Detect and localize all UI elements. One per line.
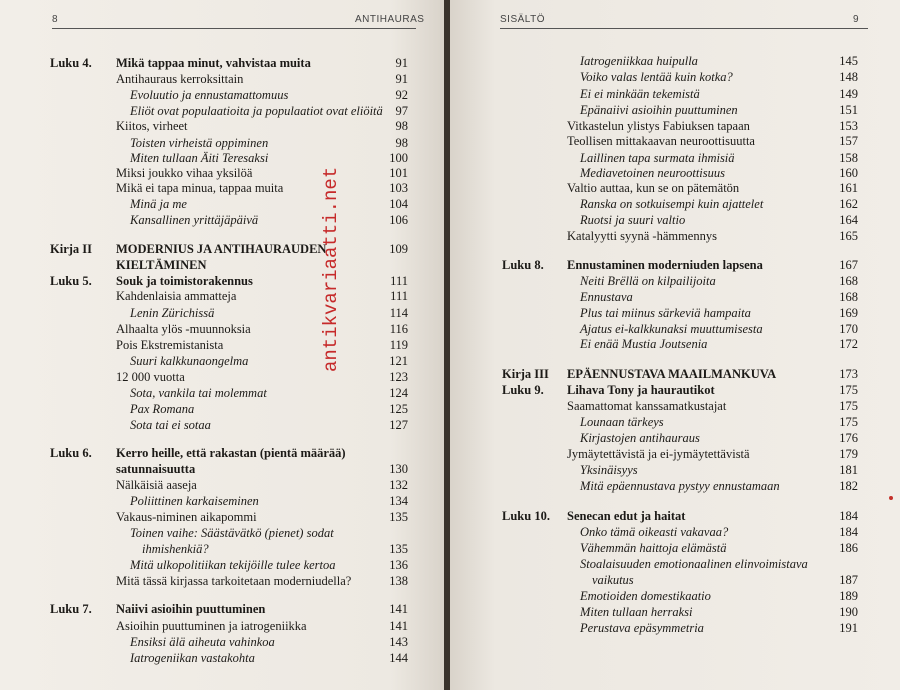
page-ref: 173 [839, 367, 858, 381]
toc-subsection: Iatrogeniikkaa huipulla [580, 54, 698, 68]
page-ref: 141 [389, 602, 408, 616]
page-ref: 121 [389, 354, 408, 368]
toc-subsection: Ranska on sotkuisempi kuin ajattelet [580, 197, 764, 211]
page-ref: 184 [839, 525, 858, 539]
toc-subsection: Epänaiivi asioihin puuttuminen [580, 103, 738, 117]
page-ref: 153 [839, 119, 858, 133]
chapter-title: MODERNIUS JA ANTIHAURAUDEN [116, 242, 327, 256]
page-ref: 176 [839, 431, 858, 445]
page-ref: 138 [389, 574, 408, 588]
page-ref: 132 [389, 478, 408, 492]
toc-subsection: Mitä ulkopolitiikan tekijöille tulee kertoa [130, 558, 336, 572]
toc-subsection: Onko tämä oikeasti vakavaa? [580, 525, 729, 539]
page-ref: 116 [389, 322, 408, 336]
toc-subsection: Kansallinen yrittäjäpäivä [130, 213, 259, 227]
toc-subsection: Suuri kalkkunaongelma [130, 354, 249, 368]
page-ref: 123 [389, 370, 408, 384]
page-ref: 144 [389, 651, 408, 665]
page-ref: 135 [389, 542, 408, 556]
toc-subsection: Miten tullaan Äiti Teresaksi [130, 151, 269, 165]
page-ref: 101 [389, 166, 408, 180]
toc-section: Antihauraus kerroksittain [116, 72, 244, 86]
toc-subsection: Ruotsi ja suuri valtio [580, 213, 686, 227]
toc-subsection: Emotioiden domestikaatio [580, 589, 711, 603]
page-ref: 127 [389, 418, 408, 432]
page-ref: 100 [389, 151, 408, 165]
page-ref: 165 [839, 229, 858, 243]
toc-section: Teollisen mittakaavan neuroottisuutta [567, 134, 755, 148]
toc-section: 12 000 vuotta [116, 370, 185, 384]
page-ref: 109 [389, 242, 408, 256]
toc-subsection: Miten tullaan herraksi [580, 605, 693, 619]
chapter-title: Senecan edut ja haitat [567, 509, 686, 523]
page-ref: 158 [839, 151, 858, 165]
page-ref: 149 [839, 87, 858, 101]
page-ref: 162 [839, 197, 858, 211]
page-ref: 145 [839, 54, 858, 68]
toc-section: Mikä ei tapa minua, tappaa muita [116, 181, 284, 195]
chapter-title: Ennustaminen moderniuden lapsena [567, 258, 763, 272]
page-ref: 134 [389, 494, 408, 508]
chapter-label: Luku 4. [50, 56, 92, 70]
page-ref: 143 [389, 635, 408, 649]
toc-section: Kahdenlaisia ammatteja [116, 289, 237, 303]
page-ref: 98 [395, 136, 408, 150]
toc-subsection: Pax Romana [130, 402, 195, 416]
page-ref: 182 [839, 479, 858, 493]
page-ref: 167 [839, 258, 858, 272]
page-ref: 125 [389, 402, 408, 416]
toc-subsection: Ensiksi älä aiheuta vahinkoa [130, 635, 275, 649]
chapter-title: Souk ja toimistorakennus [116, 274, 253, 288]
toc-section: Saamattomat kanssamatkustajat [567, 399, 727, 413]
right-header-rule [500, 28, 868, 29]
page-ref: 119 [389, 338, 408, 352]
chapter-label: Luku 8. [502, 258, 544, 272]
right-page-number: 9 [853, 14, 860, 25]
toc-subsection: Yksinäisyys [580, 463, 638, 477]
toc-section: Asioihin puuttuminen ja iatrogeniikka [116, 619, 307, 633]
page-ref: 164 [839, 213, 858, 227]
page-ref: 189 [839, 589, 858, 603]
page-ref: 190 [839, 605, 858, 619]
chapter-label: Luku 9. [502, 383, 544, 397]
toc-section: Katalyytti syynä -hämmennys [567, 229, 717, 243]
toc-subsection: Stoalaisuuden emotionaalinen elinvoimistava [580, 557, 808, 571]
toc-subsection: Eliöt ovat populaatioita ja populaatiot ovat eliöitä [130, 104, 383, 118]
toc-subsection: Sota tai ei sotaa [130, 418, 211, 432]
toc-subsection: Vähemmän haittoja elämästä [580, 541, 727, 555]
toc-section: KIELTÄMINEN [116, 258, 207, 272]
page-ref: 141 [389, 619, 408, 633]
chapter-title: Kerro heille, että rakastan (pientä määrää) [116, 446, 346, 460]
page-ref: 106 [389, 213, 408, 227]
toc-section: Jymäytettävistä ja ei-jymäytettävistä [567, 447, 750, 461]
red-mark [889, 496, 893, 500]
page-ref: 111 [390, 274, 408, 288]
page-ref: 186 [839, 541, 858, 555]
toc-subsection: Lounaan tärkeys [580, 415, 664, 429]
watermark-text: antikvariaatti.net [320, 166, 342, 372]
toc-section: Kiitos, virheet [116, 119, 188, 133]
chapter-label: Luku 6. [50, 446, 92, 460]
page-ref: 104 [389, 197, 408, 211]
toc-subsection: Plus tai miinus särkeviä hampaita [580, 306, 751, 320]
toc-section: Miksi joukko vihaa yksilöä [116, 166, 253, 180]
toc-subsection: Toinen vaihe: Säästävätkö (pienet) sodat [130, 526, 334, 540]
chapter-title: Mikä tappaa minut, vahvistaa muita [116, 56, 311, 70]
page-ref: 124 [389, 386, 408, 400]
toc-subsection: Voiko valas lentää kuin kotka? [580, 70, 733, 84]
toc-subsection: Perustava epäsymmetria [580, 621, 704, 635]
page-ref: 130 [389, 462, 408, 476]
page-ref: 161 [839, 181, 858, 195]
page-ref: 91 [395, 72, 408, 86]
toc-subsection: Iatrogeniikan vastakohta [130, 651, 255, 665]
page-ref: 160 [839, 166, 858, 180]
toc-subsection: vaikutus [592, 573, 634, 587]
page-ref: 97 [395, 104, 408, 118]
toc-section: Nälkäisiä aaseja [116, 478, 197, 492]
toc-section: Vakaus-niminen aikapommi [116, 510, 257, 524]
page-ref: 157 [839, 134, 858, 148]
page-ref: 175 [839, 399, 858, 413]
toc-subsection: Neiti Brëllä on kilpailijoita [580, 274, 716, 288]
chapter-label: Kirja II [50, 242, 93, 256]
toc-subsection: Mitä epäennustava pystyy ennustamaan [580, 479, 780, 493]
toc-subsection: Kirjastojen antihauraus [580, 431, 700, 445]
page-ref: 111 [390, 289, 408, 303]
page-ref: 136 [389, 558, 408, 572]
page-ref: 191 [839, 621, 858, 635]
page-ref: 168 [839, 274, 858, 288]
toc-section: Mitä tässä kirjassa tarkoitetaan moderniudella? [116, 574, 352, 588]
page-ref: 98 [395, 119, 408, 133]
left-page [0, 0, 444, 690]
chapter-title: Naiivi asioihin puuttuminen [116, 602, 266, 616]
page-ref: 184 [839, 509, 858, 523]
chapter-title: EPÄENNUSTAVA MAAILMANKUVA [567, 367, 777, 381]
chapter-label: Luku 10. [502, 509, 550, 523]
page-ref: 168 [839, 290, 858, 304]
chapter-label: Kirja III [502, 367, 549, 381]
chapter-label: Luku 7. [50, 602, 92, 616]
page-ref: 92 [395, 88, 408, 102]
toc-subsection: Lenin Zürichissä [130, 306, 215, 320]
toc-subsection: Sota, vankila tai molemmat [130, 386, 267, 400]
left-running-head: ANTIHAURAS [355, 14, 425, 25]
page-ref: 181 [839, 463, 858, 477]
page-ref: 170 [839, 322, 858, 336]
page-ref: 187 [839, 573, 858, 587]
toc-section: Pois Ekstremistanista [116, 338, 224, 352]
toc-subsection: Ei enää Mustia Joutsenia [580, 337, 708, 351]
page-ref: 103 [389, 181, 408, 195]
toc-subsection: Laillinen tapa surmata ihmisiä [580, 151, 735, 165]
page-ref: 175 [839, 383, 858, 397]
page-ref: 175 [839, 415, 858, 429]
toc-subsection: Ennustava [580, 290, 633, 304]
page-ref: 169 [839, 306, 858, 320]
right-running-head: SISÄLTÖ [500, 14, 545, 25]
page-ref: 148 [839, 70, 858, 84]
toc-section: Vitkastelun ylistys Fabiuksen tapaan [567, 119, 750, 133]
page-ref: 179 [839, 447, 858, 461]
left-header-rule [52, 28, 416, 29]
page-ref: 151 [839, 103, 858, 117]
page-ref: 91 [395, 56, 408, 70]
toc-subsection: Ei ei minkään tekemistä [580, 87, 700, 101]
toc-subsection: Evoluutio ja ennustamattomuus [130, 88, 289, 102]
toc-section: Valtio auttaa, kun se on pätemätön [567, 181, 740, 195]
toc-subsection: Ajatus ei-kalkkunaksi muuttumisesta [580, 322, 763, 336]
toc-section: Alhaalta ylös -muunnoksia [116, 322, 251, 336]
right-page [450, 0, 900, 690]
toc-subsection: Minä ja me [130, 197, 187, 211]
toc-section: satunnaisuutta [116, 462, 196, 476]
toc-subsection: Mediavetoinen neuroottisuus [580, 166, 725, 180]
page-ref: 135 [389, 510, 408, 524]
toc-subsection: ihmishenkiä? [142, 542, 209, 556]
left-page-number: 8 [52, 14, 59, 25]
toc-subsection: Poliittinen karkaiseminen [130, 494, 259, 508]
chapter-title: Lihava Tony ja haurautikot [567, 383, 715, 397]
toc-subsection: Toisten virheistä oppiminen [130, 136, 269, 150]
chapter-label: Luku 5. [50, 274, 92, 288]
page-ref: 114 [389, 306, 408, 320]
page-ref: 172 [839, 337, 858, 351]
